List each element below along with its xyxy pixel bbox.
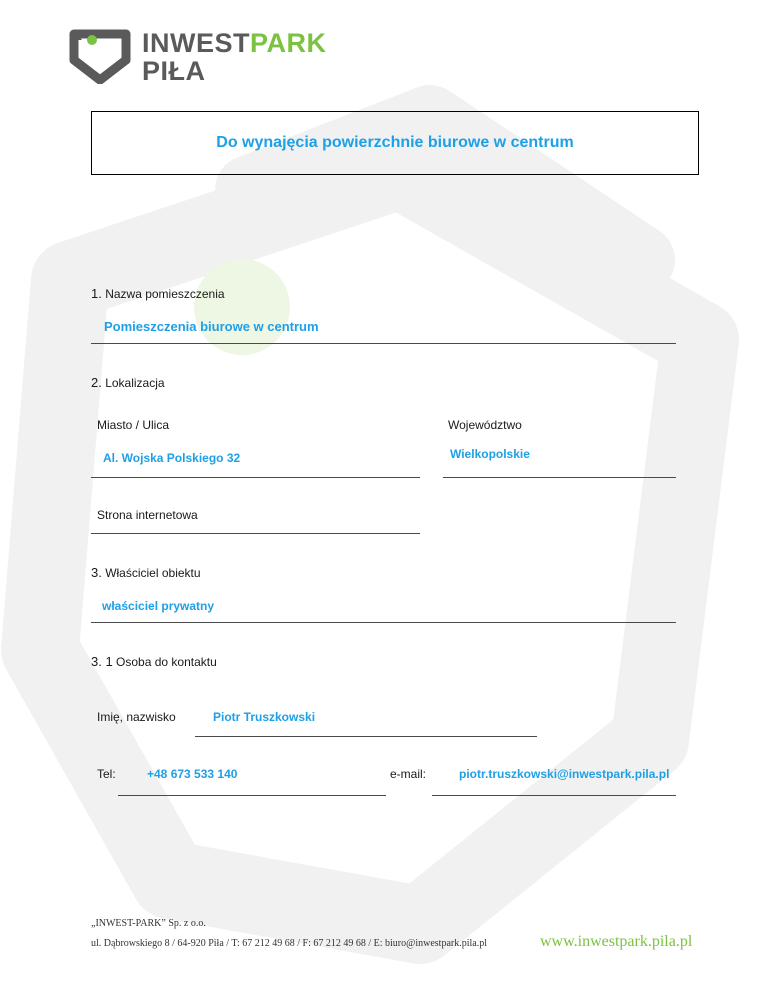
section-2-number: 2. xyxy=(91,375,102,390)
city-label: Miasto / Ulica xyxy=(97,418,170,432)
section-3-1-number: 3. 1 xyxy=(91,654,113,669)
logo-wordmark xyxy=(142,28,327,59)
tel-label: Tel: xyxy=(97,767,116,781)
section-1-label: Nazwa pomieszczenia xyxy=(105,287,225,301)
room-name-value[interactable]: Pomieszczenia biurowe w centrum xyxy=(104,319,319,334)
title-box xyxy=(91,111,699,175)
section-3-1-label: Osoba do kontaktu xyxy=(116,655,217,669)
email-value[interactable]: piotr.truszkowski@inwestpark.pila.pl xyxy=(459,767,670,781)
section-1-number: 1. xyxy=(91,286,102,301)
name-line xyxy=(195,736,537,737)
tel-value[interactable]: +48 673 533 140 xyxy=(147,767,238,781)
logo-word-inwest: INWEST xyxy=(142,28,250,58)
page-title: Do wynajęcia powierzchnie biurowe w centrum xyxy=(216,134,574,151)
name-value[interactable]: Piotr Truszkowski xyxy=(213,710,316,724)
footer-website-link[interactable]: www.inwestpark.pila.pl xyxy=(540,933,693,950)
region-label: Województwo xyxy=(448,418,522,432)
name-label: Imię, nazwisko xyxy=(97,710,176,724)
section-3-heading xyxy=(91,565,201,580)
section-3-number: 3. xyxy=(91,565,102,580)
owner-line xyxy=(91,622,676,623)
section-2-label: Lokalizacja xyxy=(105,376,165,390)
email-label: e-mail: xyxy=(390,767,427,781)
website-line[interactable] xyxy=(91,533,420,534)
logo-word-pila: PIŁA xyxy=(142,56,206,86)
logo-word-park: PARK xyxy=(250,28,327,58)
website-label: Strona internetowa xyxy=(97,508,198,522)
section-3-1-heading xyxy=(91,654,217,669)
email-line xyxy=(432,795,676,796)
logo-icon xyxy=(68,26,132,84)
section-2-heading xyxy=(91,375,165,390)
section-1-heading xyxy=(91,286,225,301)
owner-value[interactable]: właściciel prywatny xyxy=(102,599,215,613)
footer-company: „INWEST-PARK” Sp. z o.o. xyxy=(91,918,206,929)
city-line xyxy=(91,477,420,478)
footer-address: ul. Dąbrowskiego 8 / 64-920 Piła / T: 67 212 49 68 / F: 67 212 49 68 / E: biuro@inwestpark.pila.pl xyxy=(91,938,488,949)
company-logo xyxy=(68,26,327,86)
region-line xyxy=(443,477,676,478)
region-value[interactable]: Wielkopolskie xyxy=(450,447,530,461)
section-3-label: Właściciel obiektu xyxy=(105,566,201,580)
city-value[interactable]: Al. Wojska Polskiego 32 xyxy=(103,451,241,465)
room-name-line xyxy=(91,343,676,344)
watermark-dot xyxy=(194,259,290,355)
tel-line xyxy=(118,795,386,796)
